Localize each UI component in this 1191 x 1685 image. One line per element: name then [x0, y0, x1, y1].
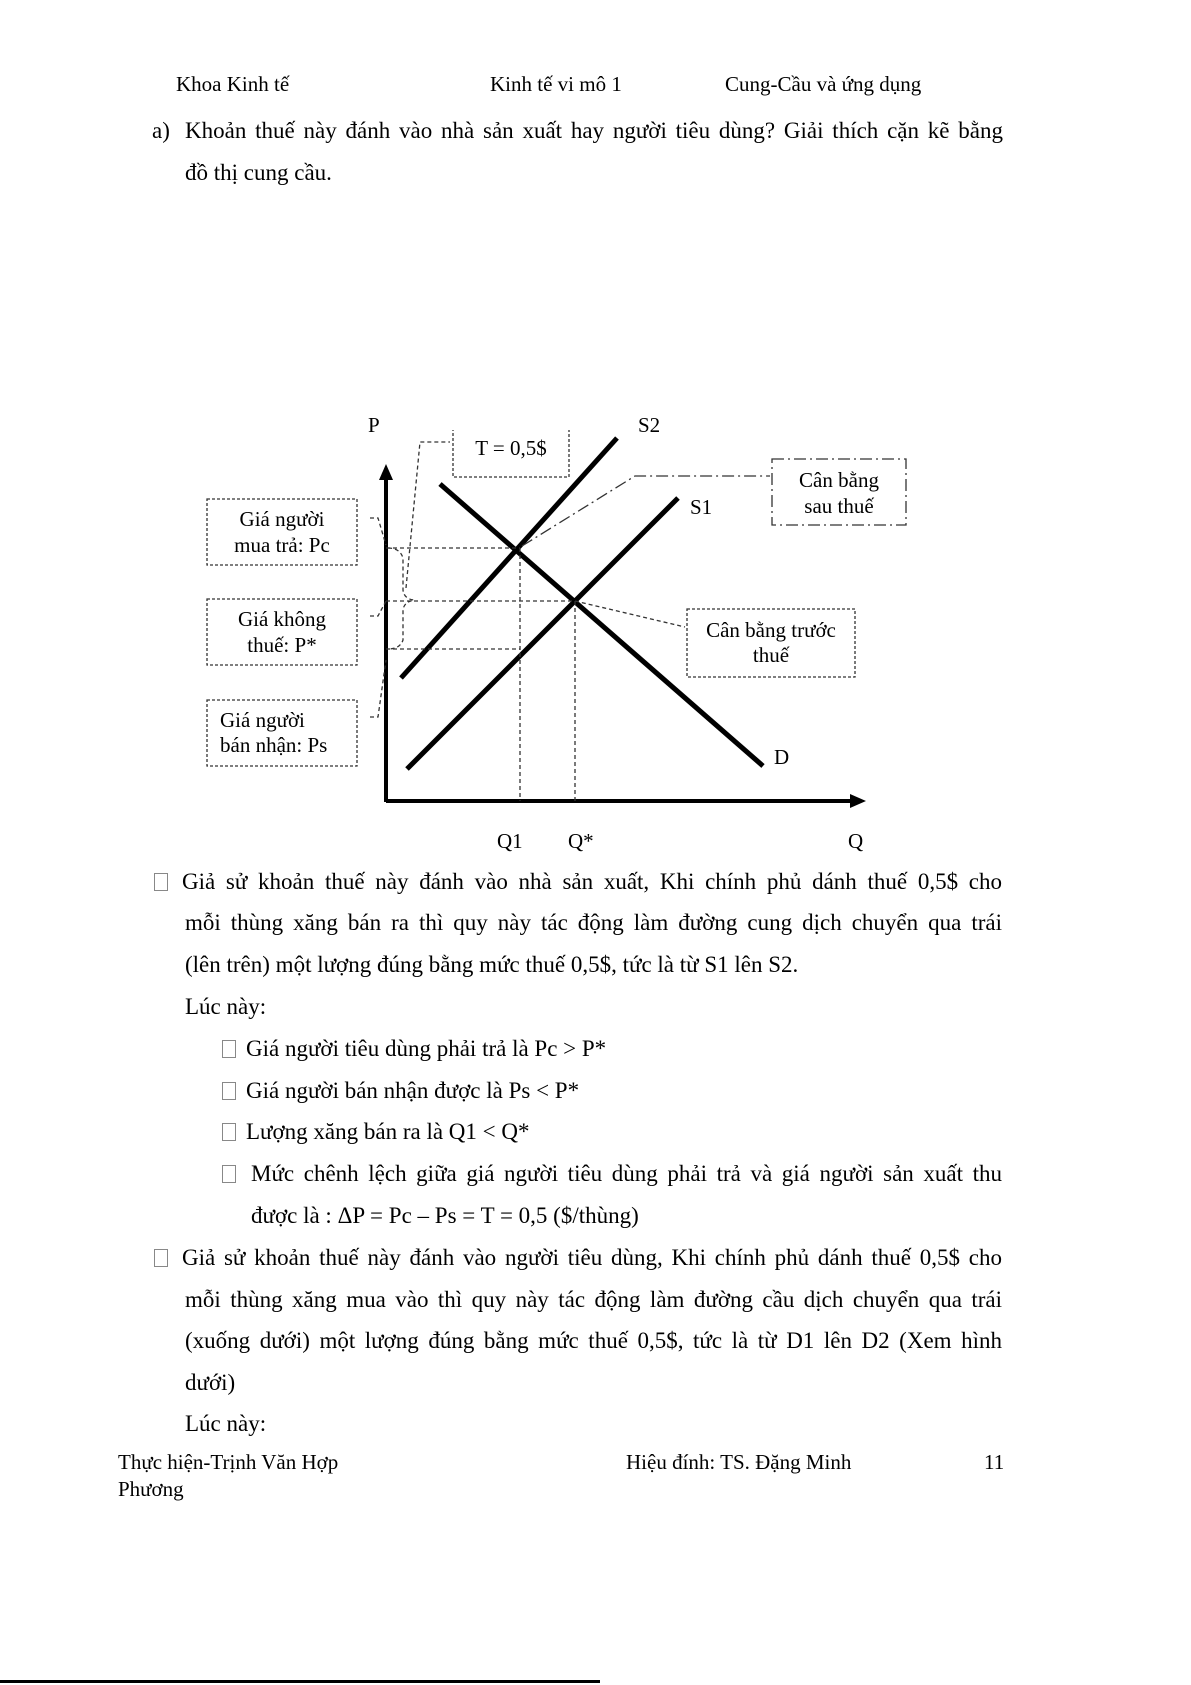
paragraph2-bullet	[154, 1245, 178, 1271]
paragraph1-bullet	[154, 869, 178, 895]
pstar-box-line-2: thuế: P*	[247, 633, 317, 657]
axis-label-q: Q	[848, 829, 864, 853]
pc-leader	[370, 518, 386, 545]
eq-after-line-1: Cân bằng	[799, 468, 879, 492]
sub-bullet-3-text: Lượng xăng bán ra là Q1 < Q*	[246, 1119, 530, 1144]
bullet-box-icon	[154, 873, 168, 891]
axis-label-p: P	[368, 413, 380, 437]
sub-bullet-2	[222, 1078, 579, 1104]
footer-author-line-1: Thực hiện-Trịnh Văn Hợp	[118, 1450, 339, 1474]
ps-leader	[370, 660, 386, 717]
eq-before-line-1: Cân bằng trước	[706, 618, 836, 642]
header-topic: Cung-Cầu và ứng dụng	[725, 72, 922, 96]
pstar-leader	[370, 601, 386, 616]
paragraph1-line-1: Giả sử khoản thuế này đánh vào nhà sản xuất, Khi chính phủ dánh thuế 0,5$ cho	[182, 869, 1002, 894]
pstar-box-line-1: Giá không	[237, 607, 327, 631]
sub-bullet-4-text: Mức chênh lệch giữa giá người tiêu dùng phải trả và giá người sản xuất thu	[251, 1161, 1002, 1186]
question-line-2: đồ thị cung cầu.	[185, 160, 332, 185]
paragraph2-line-5: Lúc này:	[185, 1411, 267, 1436]
footer-reviewer: Hiệu đính: TS. Đặng Minh	[626, 1450, 852, 1474]
footer-author-line-2: Phương	[118, 1477, 184, 1501]
paragraph2-line-2: mỗi thùng xăng mua vào thì quy này tác động làm đường cầu dịch chuyển qua trái	[185, 1287, 1002, 1312]
sub-bullet-4-marker	[222, 1161, 246, 1187]
question-line-1: Khoản thuế này đánh vào nhà sản xuất hay người tiêu dùng? Giải thích cặn kẽ bằng	[185, 118, 1003, 143]
header-faculty: Khoa Kinh tế	[176, 72, 290, 96]
pc-box-line-2: mua trả: Pc	[234, 533, 330, 557]
paragraph1-line-2: mỗi thùng xăng bán ra thì quy này tác động làm đường cung dịch chuyển qua trái	[185, 910, 1002, 935]
sub-bullet-3	[222, 1119, 530, 1145]
tax-leader	[406, 442, 450, 588]
q-axis-arrow-icon	[850, 794, 866, 808]
bullet-box-icon	[222, 1165, 236, 1183]
supply-curve-s2	[401, 438, 617, 678]
bullet-box-icon	[222, 1123, 236, 1141]
page-bottom-rule	[0, 1680, 600, 1683]
tick-label-q1: Q1	[497, 829, 523, 853]
curve-label-s2: S2	[638, 413, 661, 437]
sub-bullet-2-text: Giá người bán nhận được là Ps < P*	[246, 1078, 580, 1103]
curve-label-d: D	[774, 745, 790, 769]
p-axis-arrow-icon	[379, 464, 393, 480]
ps-box-line-1: Giá người	[220, 708, 305, 732]
eq-after-leader	[522, 476, 770, 546]
tick-label-qstar: Q*	[568, 829, 594, 853]
paragraph1-line-3: (lên trên) một lượng đúng bằng mức thuế 0,5$, tức là từ S1 lên S2.	[185, 952, 799, 977]
supply-curve-s1	[407, 498, 678, 769]
eq-before-line-2: thuế	[752, 643, 790, 667]
sub-bullet-4-continuation: được là : ΔP = Pc – Ps = T = 0,5 ($/thùng)	[251, 1203, 639, 1228]
curve-label-s1: S1	[690, 495, 713, 519]
question-marker: a)	[152, 118, 170, 143]
bullet-box-icon	[222, 1082, 236, 1100]
ps-box-line-2: bán nhận: Ps	[220, 733, 328, 757]
bullet-box-icon	[222, 1040, 236, 1058]
tax-box-text: T = 0,5$	[475, 436, 547, 460]
footer-page-number: 11	[984, 1450, 1005, 1474]
paragraph2-line-3: (xuống dưới) một lượng đúng bằng mức thuế 0,5$, tức là từ D1 lên D2 (Xem hình	[185, 1328, 1002, 1353]
sub-bullet-1-text: Giá người tiêu dùng phải trả là Pc > P*	[246, 1036, 607, 1061]
sub-bullet-1	[222, 1036, 606, 1062]
paragraph1-line-4: Lúc này:	[185, 994, 267, 1019]
paragraph2-line-4: dưới)	[185, 1370, 236, 1395]
price-brace	[388, 548, 414, 649]
pc-box-line-1: Giá người	[239, 507, 325, 531]
eq-after-line-2: sau thuế	[804, 494, 874, 518]
paragraph2-line-1: Giả sử khoản thuế này đánh vào người tiêu dùng, Khi chính phủ dánh thuế 0,5$ cho	[182, 1245, 1002, 1270]
header-course: Kinh tế vi mô 1	[490, 72, 622, 96]
bullet-box-icon	[154, 1249, 168, 1267]
supply-demand-tax-chart	[200, 413, 960, 930]
